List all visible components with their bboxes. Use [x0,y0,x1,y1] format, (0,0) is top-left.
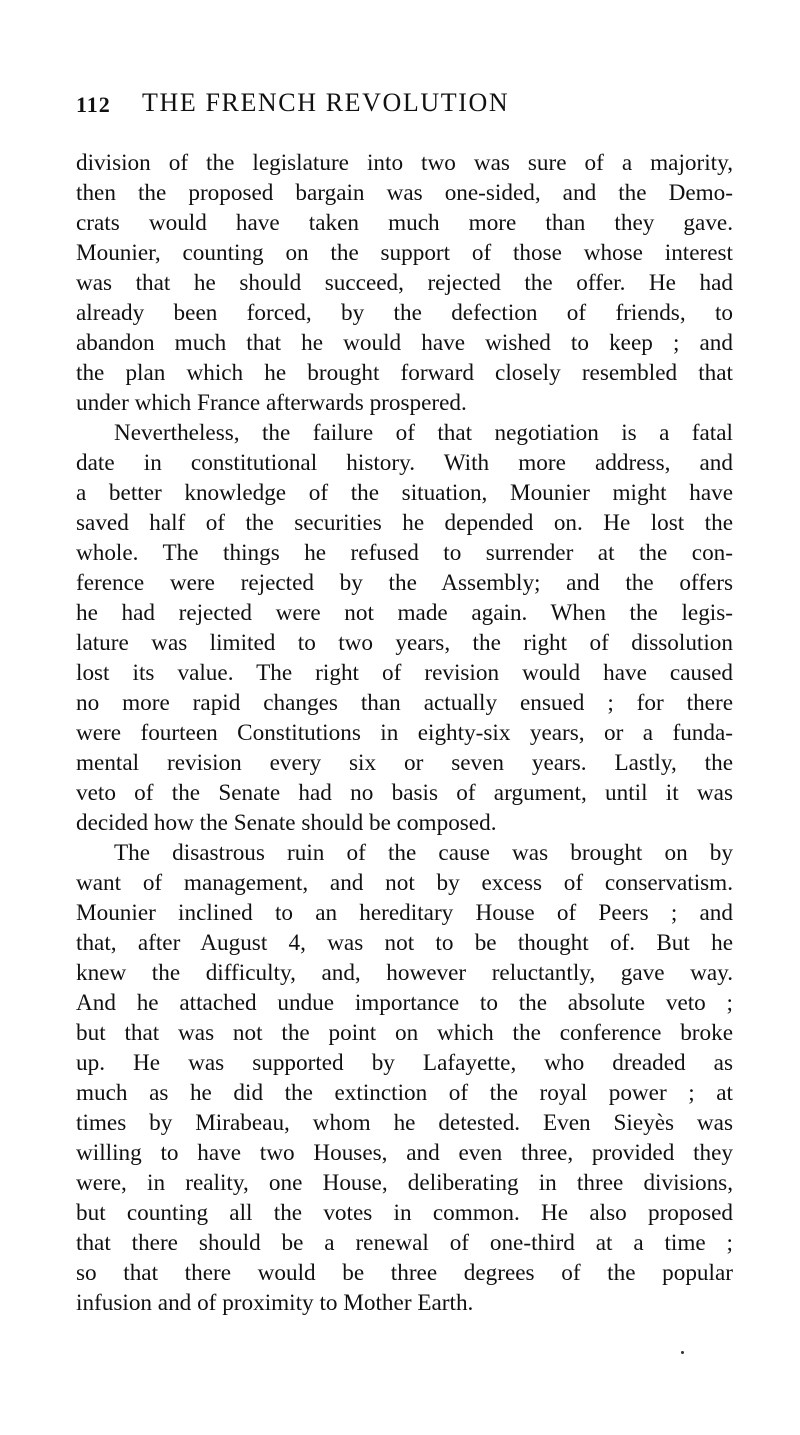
text-line: And he attached undue importance to the absolute veto ; [76,990,733,1016]
text-line: a better knowledge of the situation, Mounier might have [76,480,733,506]
text-line: already been forced, by the defection of friends, to [76,300,733,326]
text-line: ference were rejected by the Assembly; and the offers [76,570,733,596]
text-line: willing to have two Houses, and even three, provided they [76,1140,733,1166]
text-line: he had rejected were not made again. When the legis- [76,600,733,626]
paragraph [76,418,733,838]
text-line: The disastrous ruin of the cause was brought on by [114,840,733,866]
text-line: up. He was supported by Lafayette, who dreaded as [76,1050,733,1076]
text-line: infusion and of proximity to Mother Earth. [76,1290,474,1316]
text-line: no more rapid changes than actually ensued ; for there [76,690,733,716]
text-line: knew the difficulty, and, however reluctantly, gave way. [76,960,733,986]
text-line: under which France afterwards prospered. [76,390,467,416]
text-line: Nevertheless, the failure of that negotiation is a fatal [114,420,733,446]
text-line: lost its value. The right of revision would have caused [76,660,733,686]
text-line: but counting all the votes in common. He also proposed [76,1200,733,1226]
page-body [76,148,733,1318]
text-line: whole. The things he refused to surrender at the con- [76,540,733,566]
text-line: Mounier inclined to an hereditary House of Peers ; and [76,900,733,926]
text-line: division of the legislature into two was sure of a majority, [76,150,733,176]
page-header [76,88,736,122]
text-line: times by Mirabeau, whom he detested. Even Sieyès was [76,1110,733,1136]
text-line: decided how the Senate should be composed. [76,810,497,836]
scan-speck [681,1351,684,1354]
text-line: lature was limited to two years, the right of dissolution [76,630,733,656]
text-line: date in constitutional history. With more address, and [76,450,733,476]
text-line: crats would have taken much more than they gave. [76,210,733,236]
text-line: mental revision every six or seven years. Lastly, the [76,750,733,776]
text-line: so that there would be three degrees of the popular [76,1260,733,1286]
text-line: was that he should succeed, rejected the offer. He had [76,270,733,296]
paragraph [76,838,733,1318]
text-line: that, after August 4, was not to be thought of. But he [76,930,733,956]
text-line: were fourteen Constitutions in eighty-six years, or a funda- [76,720,733,746]
text-line: were, in reality, one House, deliberating in three divisions, [76,1170,733,1196]
text-line: veto of the Senate had no basis of argument, until it was [76,780,733,806]
running-title: THE FRENCH REVOLUTION [142,88,510,117]
text-line: saved half of the securities he depended on. He lost the [76,510,733,536]
text-line: Mounier, counting on the support of those whose interest [76,240,733,266]
text-line: abandon much that he would have wished to keep ; and [76,330,733,356]
page-number: 112 [76,92,111,117]
text-line: want of management, and not by excess of conservatism. [76,870,733,896]
paragraph [76,148,733,418]
text-line: the plan which he brought forward closely resembled that [76,360,733,386]
text-line: much as he did the extinction of the royal power ; at [76,1080,733,1106]
text-line: that there should be a renewal of one-third at a time ; [76,1230,733,1256]
text-line: then the proposed bargain was one-sided, and the Demo- [76,180,733,206]
text-line: but that was not the point on which the conference broke [76,1020,733,1046]
